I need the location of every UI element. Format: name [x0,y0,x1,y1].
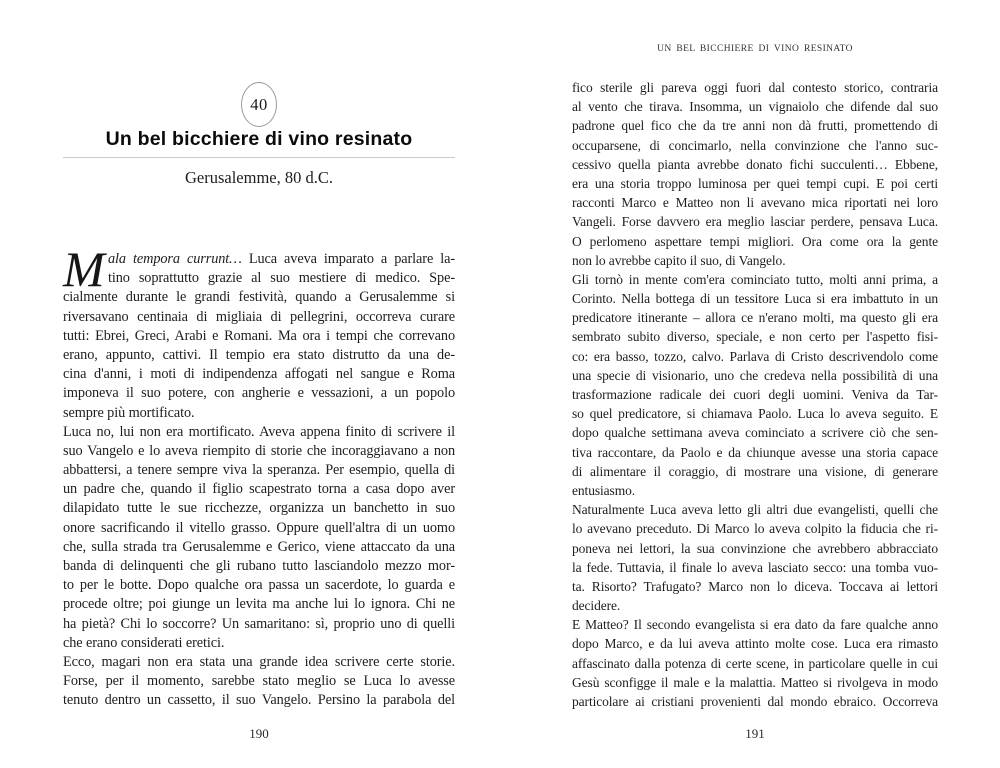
chapter-number-badge [241,82,277,127]
page-number-left: 190 [249,726,269,741]
text-line: Vangeli. Forse davvero era meglio lasciar perdere, pensava Luca. [572,214,938,230]
text-line: sembrato subito diverso, speciale, e non certo per l'aspetto fisi- [572,329,938,345]
text-line: procede oltre; poi giunge un levita ma anche lui lo ignora. Chi ne [63,596,455,613]
text-line: Gesù sconfigge il male e la malattia. Matteo si rivolgeva in modo [572,674,938,690]
text-line: O perlomeno aspettare tempi migliori. Ora come ora la gente [572,233,938,249]
text-line: al vento che tirava. Insomma, un vignaiolo che difende dal suo [572,99,938,115]
text-line: riversavano centinaia di migliaia di pellegrini, occorreva curare [63,308,455,325]
text-line: che erano considerati eretici. [63,634,225,651]
text-line: dopo qualche settimana aveva cominciato a scrivere ciò che sen- [572,425,938,441]
text-line: cina d'anni, i moti di indipendenza affogati nel sangue e Roma [63,366,455,383]
text-line: tutti: Ebrei, Greci, Arabi e Romani. Ma ora i tempi che correvano [63,327,455,344]
running-header: UN BEL BICCHIERE DI VINO RESINATO [657,44,853,54]
text-line: una specie di visionario, uno che credeva nella possibilità di una [572,367,938,383]
text-line: cessivo quella pianta avrebbe donato fichi succulenti… Ebbene, [572,156,938,172]
text-line: ala tempora currunt… Luca aveva imparato a parlare la- [108,251,455,267]
text-line: era una storia troppo luminosa per quei tempi cupi. E poi certi [572,175,938,191]
text-line: dilapidato tutte le sue ricchezze, organizza un banchetto in suo [63,500,455,517]
text-line: banda di delinquenti che gli rubano tutto lasciandolo mezzo mor- [63,558,455,574]
text-line: ha pietà? Chi lo soccorre? Un samaritano: sì, proprio uno di quelli [63,615,455,632]
text-line: entusiasmo. [572,482,636,498]
page-number-right: 191 [745,726,765,741]
text-line: particolare ai cristiani provenienti dal mondo ebraico. Occorreva [572,694,938,709]
text-line: padrone quel fico che da tre anni non dà frutti, promettendo di [572,118,938,134]
text-line: fico sterile gli pareva oggi fuori dal contesto storico, contraria [572,80,938,95]
text-line: dopo Marco, e da lui aveva attinto molte cose. Luca era rimasto [572,636,938,652]
text-line: abbattersi, a tenere sempre viva la speranza. Per esempio, quella di [63,462,455,479]
text-line: la fede. Tuttavia, il finale lo aveva lasciato secco: una tomba vuo- [572,559,938,575]
text-line: occuparsene, di concimarlo, nella convinzione che l'anno suc- [572,137,938,153]
text-line: lo avevano preceduto. Di Marco lo aveva colpito la fiducia che ri- [572,521,938,537]
text-line: decidere. [572,598,621,614]
text-line: tenuto dentro un cassetto, il suo Vangelo. Persino la parabola del [63,692,455,709]
text-line: co: era basso, tozzo, calvo. Parlava di Cristo descrivendolo come [572,348,938,364]
text-line: to per le botte. Dopo qualche ora passa un sacerdote, lo guarda e [63,577,455,594]
text-line: non lo avrebbe capito il suo, di Vangelo. [572,252,786,268]
text-line: predicatore itinerante – allora ce n'erano molti, ma questo gli era [572,310,938,326]
text-line: Ecco, magari non era stata una grande idea scrivere certe storie. [63,653,455,670]
text-line: suo Vangelo e lo aveva riempito di storie che incoraggiavano a non [63,442,455,459]
text-line: affascinato dalla potenza di certe scene, in particolare quelle in cui [572,655,938,671]
text-line: ta. Risorto? Trafugato? Marco non lo diceva. Toccava ai lettori [572,578,938,594]
text-line: di alimentare il coraggio, di mostrare una visione, di generare [572,463,938,479]
text-line: un padre che, quando il figlio scapestrato torna a casa dopo aver [63,481,455,498]
chapter-number: 40 [250,94,268,114]
text-line: onore sacrificando il vitello grasso. Oppure quell'altra di un uomo [63,519,455,536]
text-line: racconti Marco e Matteo non li avevano mica riportati nei loro [572,195,938,211]
text-line: cialmente durante le grandi festività, quando a Gerusalemme si [63,289,455,306]
text-line: sempre più mortificato. [63,404,195,421]
text-line: Corinto. Nella bottega di un tessitore Luca si era imbattuto in un [572,291,938,307]
text-line: Naturalmente Luca aveva letto gli altri due evangelisti, quelli che [572,502,938,518]
text-line: imponeva il suo potere, con angherie e vessazioni, a un popolo [63,385,455,402]
text-line: che, sulla strada tra Gerusalemme e Gerico, viene attaccato da una [63,538,455,555]
text-line: E Matteo? Il secondo evangelista si era dato da fare qualche anno [572,617,938,633]
text-line: poneva nei lettori, la sua convinzione che avrebbero abbracciato [572,540,938,556]
text-line: Gli tornò in mente com'era cominciato tutto, molti anni prima, a [572,271,938,287]
title-divider-rule [63,157,455,158]
text-line: trasformazione radicale dei cuori degli uomini. Veniva da Tar- [572,387,938,402]
chapter-subtitle: Gerusalemme, 80 d.C. [184,168,333,187]
text-line: tiva raccontare, da Paolo e da chiunque avesse una storia capace [572,444,938,460]
text-line: Forse, per il momento, sarebbe stato meglio se Luca lo avesse [63,673,455,690]
text-line: tino soprattutto grazie al suo mestiere di medico. Spe- [108,270,455,287]
text-line: so quel predicatore, si chiamava Paolo. Luca lo aveva seguito. E [572,406,938,422]
right-page-body-text [572,78,938,711]
text-line: erano, appunto, cattivi. Il tempio era stato distrutto da una de- [63,346,455,363]
chapter-title: Un bel bicchiere di vino resinato [105,128,413,150]
drop-cap: M [63,241,105,297]
left-page-body-text [63,241,455,711]
text-line: Luca no, lui non era mortificato. Aveva appena finito di scrivere il [63,423,455,440]
